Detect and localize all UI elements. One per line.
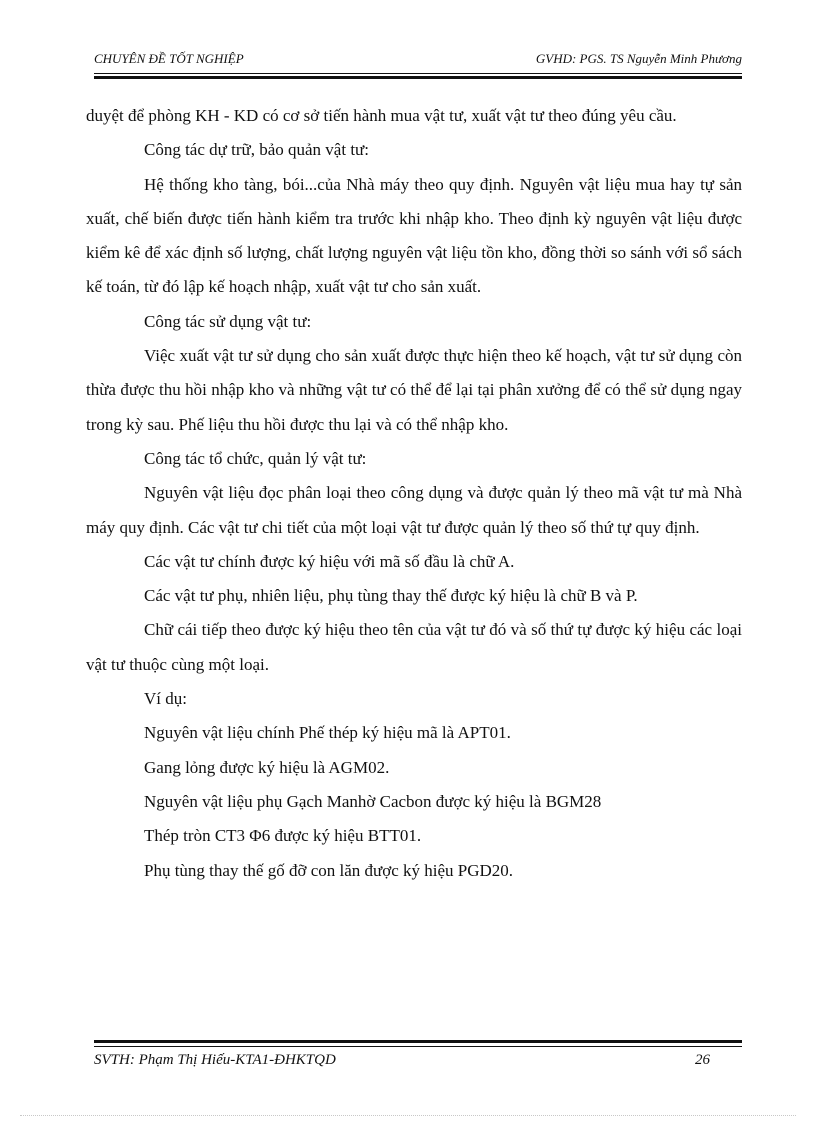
footer-rule <box>94 1046 742 1047</box>
example-line: Phụ tùng thay thế gố đỡ con lăn được ký hiệu PGD20. <box>144 860 514 880</box>
header-left-text: CHUYÊN ĐỀ TỐT NGHIỆP <box>94 51 244 66</box>
example-line: Thép tròn CT3 Φ6 được ký hiệu BTT01. <box>144 826 422 846</box>
footer-author-text: SVTH: Phạm Thị Hiếu-KTA1-ĐHKTQD <box>94 1052 336 1068</box>
paragraph: Hệ thống kho tàng, bói...của Nhà máy theo quy định. Nguyên vật liệu mua hay tự sản xuất, chế biến được tiến hành kiểm tra trước khi nhập kho. Theo định kỳ nguyên vật liệu được kiểm kê để xác định số lượng, chất lượng nguyên vật liệu tồn kho, đồng thời so sánh với sổ sách kế toán, từ đó lập kế hoạch nhập, xuất vật tư cho sản xuất. <box>86 174 742 297</box>
page-number: 26 <box>695 1052 710 1068</box>
example-line: Nguyên vật liệu phụ Gạch Manhờ Cacbon được ký hiệu là BGM28 <box>144 791 602 811</box>
page-footer <box>94 1052 742 1076</box>
page-header <box>94 49 742 71</box>
paragraph: Chữ cái tiếp theo được ký hiệu theo tên của vật tư đó và số thứ tự được ký hiệu các loại vật tư thuộc cùng một loại. <box>86 620 742 674</box>
header-rule <box>94 73 742 74</box>
page-bottom-border <box>20 1115 796 1116</box>
paragraph: Nguyên vật liệu đọc phân loại theo công dụng và được quản lý theo mã vật tư mà Nhà máy quy định. Các vật tư chi tiết của một loại vật tư được quản lý theo số thứ tự quy định. <box>86 483 742 537</box>
header-right-text: GVHD: PGS. TS Nguyễn Minh Phương <box>535 51 742 66</box>
header-rule-thick <box>94 76 742 79</box>
section-heading: Công tác dự trữ, bảo quản vật tư: <box>144 140 369 160</box>
paragraph: Việc xuất vật tư sử dụng cho sản xuất được thực hiện theo kế hoạch, vật tư sử dụng còn thừa được thu hồi nhập kho và những vật tư có thể để lại tại phân xưởng để có thể sử dụng ngay trong kỳ sau. Phế liệu thu hồi được thu lại và có thể nhập kho. <box>86 346 742 434</box>
paragraph: Ví dụ: <box>144 689 187 709</box>
section-heading: Công tác sử dụng vật tư: <box>144 311 312 331</box>
page-body <box>86 99 742 888</box>
footer-rule-thick <box>94 1040 742 1043</box>
example-line: Gang lỏng được ký hiệu là AGM02. <box>144 757 390 777</box>
section-heading: Công tác tổ chức, quản lý vật tư: <box>144 448 367 468</box>
example-line: Nguyên vật liệu chính Phế thép ký hiệu mã là APT01. <box>144 723 511 743</box>
paragraph: Các vật tư chính được ký hiệu với mã số đầu là chữ A. <box>144 551 515 571</box>
paragraph: duyệt để phòng KH - KD có cơ sở tiến hành mua vật tư, xuất vật tư theo đúng yêu cầu. <box>86 106 677 125</box>
paragraph: Các vật tư phụ, nhiên liệu, phụ tùng thay thế được ký hiệu là chữ B và P. <box>144 586 638 606</box>
